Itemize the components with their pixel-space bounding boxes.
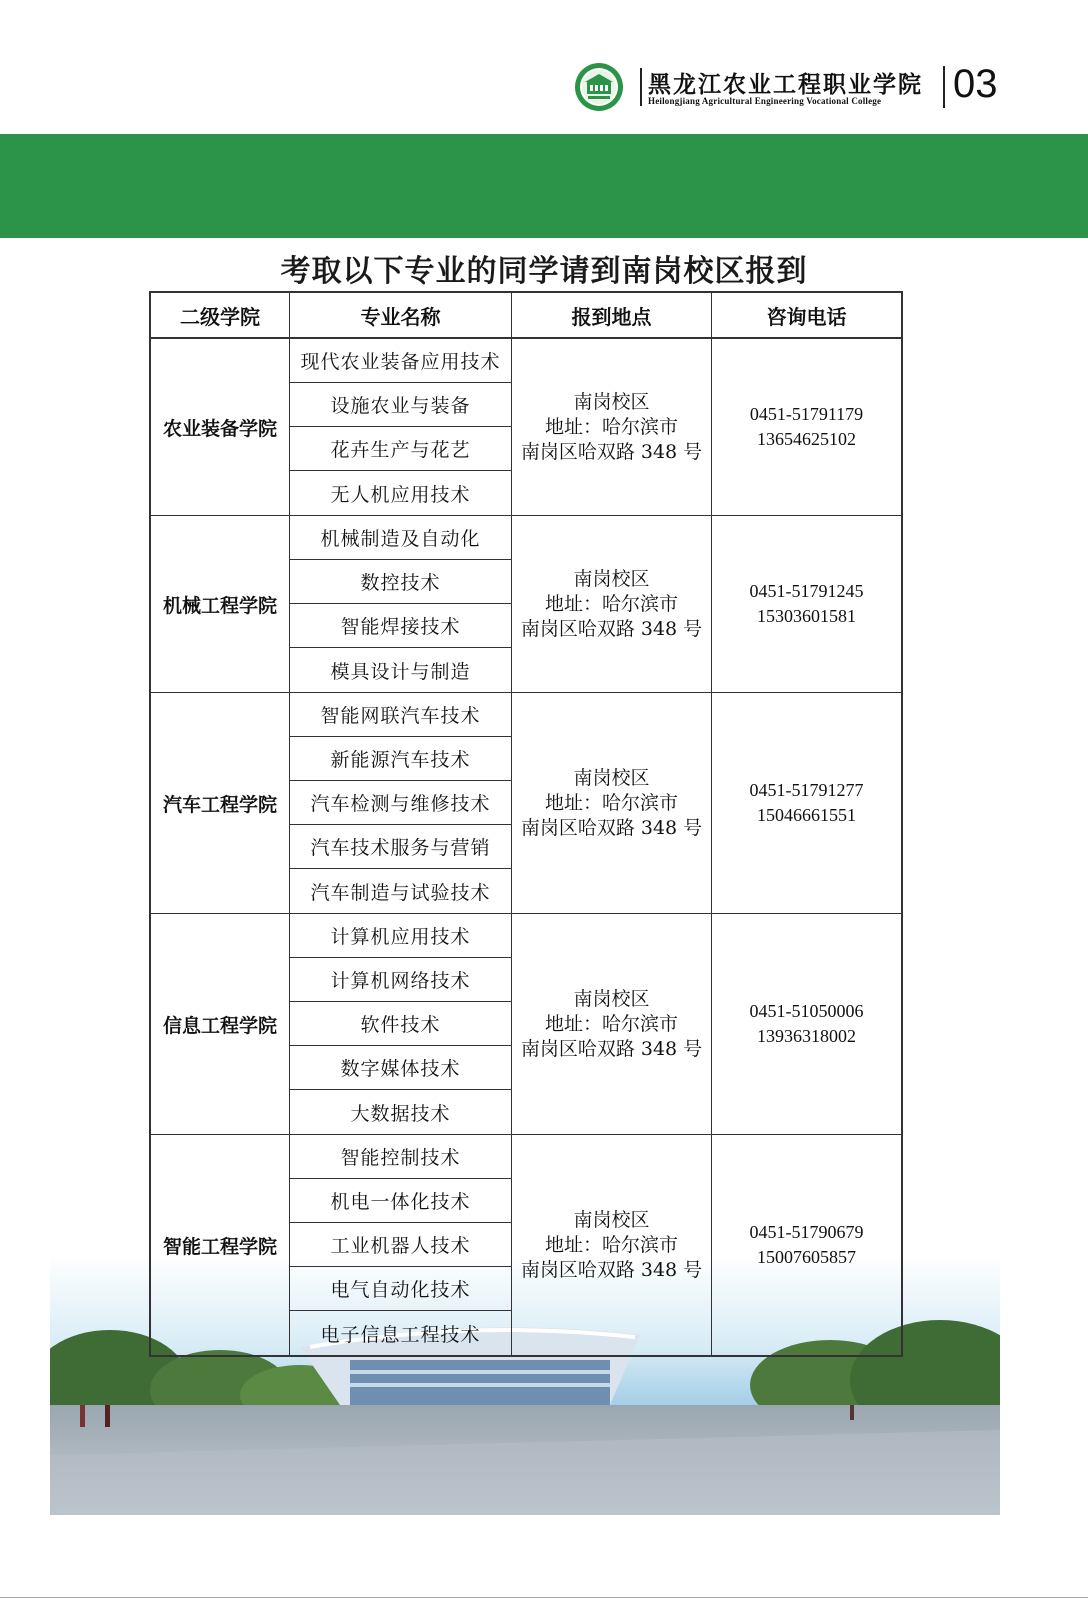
major-item: 智能控制技术 <box>290 1135 511 1179</box>
college-name-cn: 黑龙江农业工程职业学院 <box>648 71 923 98</box>
report-location <box>512 339 712 515</box>
major-list <box>290 1135 512 1355</box>
major-item: 汽车检测与维修技术 <box>290 781 511 825</box>
major-item: 数控技术 <box>290 560 511 604</box>
table-row <box>151 516 901 693</box>
phone-number: 0451-51791245 <box>749 581 864 601</box>
address-line: 南岗区哈双路 348 号 <box>520 440 703 463</box>
major-item: 模具设计与制造 <box>330 660 471 683</box>
header-phone: 咨询电话 <box>766 304 847 329</box>
major-item: 电子信息工程技术 <box>320 1323 481 1346</box>
college-seal-icon <box>574 62 624 112</box>
phone-number: 13936318002 <box>757 1026 856 1046</box>
table-row <box>151 693 901 914</box>
major-item: 汽车技术服务与营销 <box>290 825 511 869</box>
major-list <box>290 516 512 692</box>
page-bottom-line <box>0 1597 1088 1598</box>
phone-number: 13654625102 <box>757 429 856 449</box>
contact-phones <box>712 693 901 913</box>
address-line: 地址：哈尔滨市 <box>544 1233 678 1256</box>
campus-name: 南岗校区 <box>573 987 650 1010</box>
major-item: 智能网联汽车技术 <box>290 693 511 737</box>
majors-table <box>149 291 903 1357</box>
major-item: 现代农业装备应用技术 <box>290 339 511 383</box>
contact-phones <box>712 516 901 692</box>
header-major: 专业名称 <box>290 293 512 337</box>
major-item: 计算机应用技术 <box>290 914 511 958</box>
table-row <box>151 339 901 516</box>
table-row <box>151 1135 901 1355</box>
college-name-en: Heilongjiang Agricultural Engineering Vocational College <box>648 96 882 106</box>
header-location: 报到地点 <box>512 293 712 337</box>
major-list <box>290 914 512 1134</box>
college-name: 智能工程学院 <box>151 1135 290 1355</box>
page-title: 考取以下专业的同学请到南岗校区报到 <box>280 254 808 289</box>
page-header <box>0 0 1088 133</box>
major-item: 机电一体化技术 <box>290 1179 511 1223</box>
report-location <box>512 914 712 1134</box>
campus-name: 南岗校区 <box>573 567 650 590</box>
page-number: 03 <box>953 62 998 106</box>
phone-number: 15046661551 <box>757 805 856 825</box>
table-row <box>151 914 901 1135</box>
college-name: 信息工程学院 <box>151 914 290 1134</box>
green-banner <box>0 134 1088 238</box>
major-item: 软件技术 <box>290 1002 511 1046</box>
phone-number: 0451-51790679 <box>749 1222 864 1242</box>
major-item: 计算机网络技术 <box>290 958 511 1002</box>
major-item: 汽车制造与试验技术 <box>310 881 491 904</box>
college-name: 机械工程学院 <box>151 516 290 692</box>
major-item: 大数据技术 <box>350 1102 451 1125</box>
phone-number: 15007605857 <box>757 1247 856 1267</box>
campus-name: 南岗校区 <box>573 1208 650 1231</box>
campus-name: 南岗校区 <box>573 390 650 413</box>
college-name: 汽车工程学院 <box>151 693 290 913</box>
phone-number: 0451-51791179 <box>749 404 864 424</box>
major-item: 机械制造及自动化 <box>290 516 511 560</box>
phone-number: 0451-51050006 <box>749 1001 864 1021</box>
campus-name: 南岗校区 <box>573 766 650 789</box>
report-location <box>512 693 712 913</box>
address-line: 南岗区哈双路 348 号 <box>520 1037 703 1060</box>
address-line: 地址：哈尔滨市 <box>544 415 678 438</box>
address-line: 地址：哈尔滨市 <box>544 791 678 814</box>
address-line: 地址：哈尔滨市 <box>544 1012 678 1035</box>
phone-number: 0451-51791277 <box>749 780 864 800</box>
brand-divider <box>640 68 642 106</box>
header-college: 二级学院 <box>151 293 290 337</box>
major-item: 数字媒体技术 <box>290 1046 511 1090</box>
phone-number: 15303601581 <box>757 606 856 626</box>
table-header <box>151 293 901 339</box>
address-line: 南岗区哈双路 348 号 <box>520 816 703 839</box>
contact-phones <box>712 339 901 515</box>
major-item: 电气自动化技术 <box>290 1267 511 1311</box>
contact-phones <box>712 1135 901 1355</box>
address-line: 南岗区哈双路 348 号 <box>520 1258 703 1281</box>
college-name: 农业装备学院 <box>151 339 290 515</box>
report-location <box>512 516 712 692</box>
major-item: 新能源汽车技术 <box>290 737 511 781</box>
major-item: 工业机器人技术 <box>290 1223 511 1267</box>
report-location <box>512 1135 712 1355</box>
major-list <box>290 339 512 515</box>
major-item: 智能焊接技术 <box>290 604 511 648</box>
major-item: 无人机应用技术 <box>330 483 471 506</box>
address-line: 南岗区哈双路 348 号 <box>520 617 703 640</box>
major-item: 设施农业与装备 <box>290 383 511 427</box>
contact-phones <box>712 914 901 1134</box>
major-list <box>290 693 512 913</box>
address-line: 地址：哈尔滨市 <box>544 592 678 615</box>
page-number-divider <box>943 66 945 108</box>
major-item: 花卉生产与花艺 <box>290 427 511 471</box>
